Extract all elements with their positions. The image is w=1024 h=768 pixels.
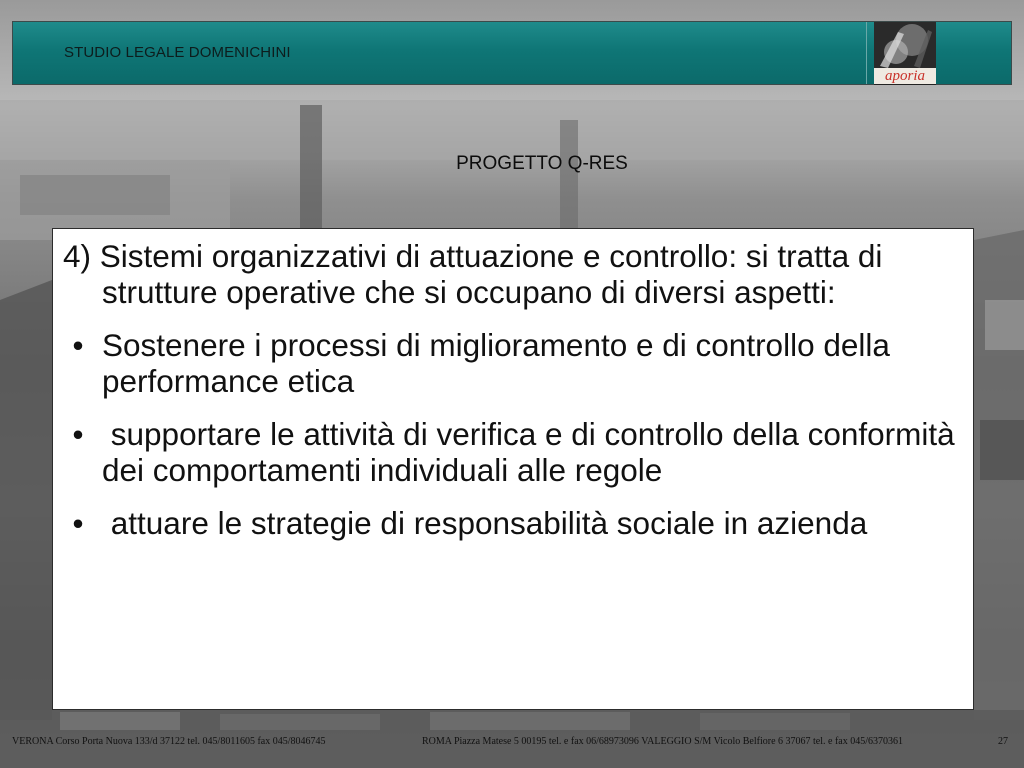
- bullet-icon: •: [72, 416, 84, 452]
- bullet-item: [63, 505, 963, 541]
- bullet-text: Sostenere i processi di miglioramento e di controllo della performance etica: [102, 327, 890, 399]
- bullet-text: attuare le strategie di responsabilità sociale in azienda: [102, 505, 868, 541]
- header-title: STUDIO LEGALE DOMENICHINI: [64, 44, 291, 61]
- bullet-item: [63, 416, 963, 488]
- aporia-logo-icon: [874, 22, 936, 85]
- page-number: 27: [998, 736, 1008, 747]
- header-bar: [12, 21, 1012, 85]
- content-text: [63, 238, 963, 558]
- logo-graphic: [874, 22, 936, 70]
- bullet-icon: •: [72, 505, 84, 541]
- content-box: [52, 228, 974, 710]
- bullet-icon: •: [72, 327, 84, 363]
- bullet-item: [63, 327, 963, 399]
- footer-verona-address: VERONA Corso Porta Nuova 133/d 37122 tel. 045/8011605 fax 045/8046745: [12, 736, 326, 747]
- footer-roma-valeggio-address: ROMA Piazza Matese 5 00195 tel. e fax 06/68973096 VALEGGIO S/M Vicolo Belfiore 6 37067 tel. e fax 045/6370361: [422, 736, 904, 747]
- intro-paragraph: 4) Sistemi organizzativi di attuazione e controllo: si tratta di strutture operative che si occupano di diversi aspetti:: [63, 238, 883, 310]
- logo-text: aporia: [874, 68, 936, 84]
- header-divider: [866, 22, 867, 84]
- slide-subtitle: PROGETTO Q-RES: [456, 153, 628, 174]
- bullet-text: supportare le attività di verifica e di controllo della conformità dei comportamenti individuali alle regole: [102, 416, 964, 488]
